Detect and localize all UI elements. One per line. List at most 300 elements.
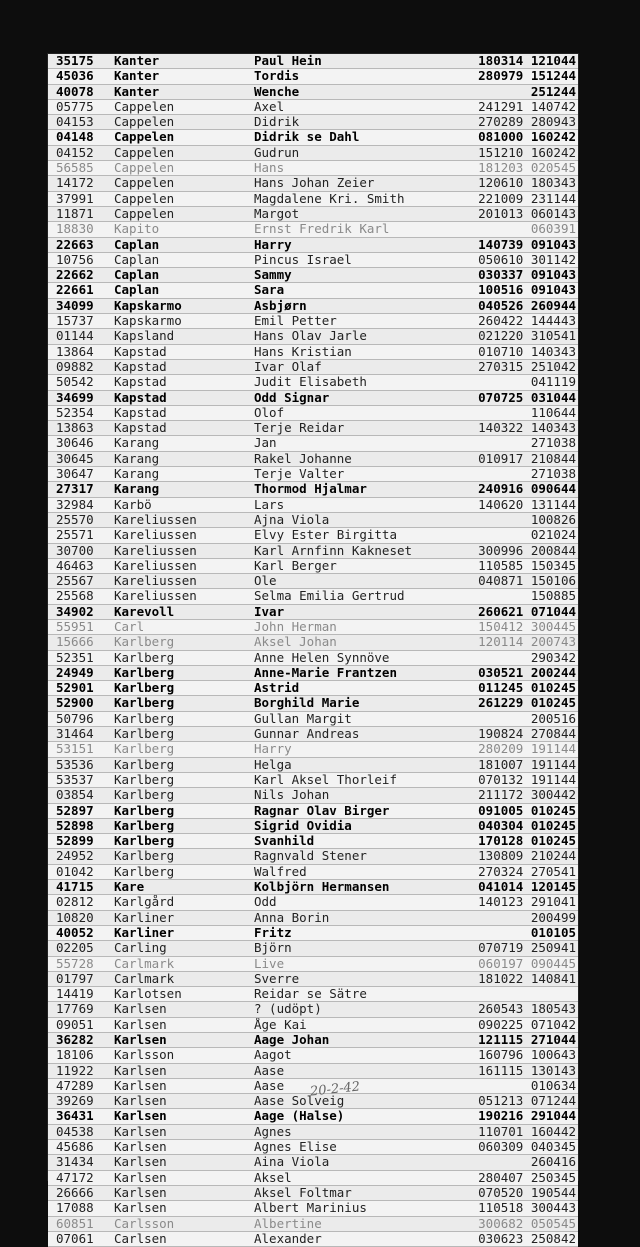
surname: Caplan (114, 252, 160, 267)
record-number: 24949 (56, 665, 94, 680)
surname: Karlberg (114, 757, 175, 772)
given-names: Fritz (254, 925, 292, 940)
dates: 300996 200844 (478, 543, 576, 558)
given-names: Rakel Johanne (254, 451, 352, 466)
register-row (48, 329, 578, 344)
given-names: Hans Olav Jarle (254, 329, 367, 344)
register-row (48, 957, 578, 972)
dates: 181203 020545 (478, 161, 576, 176)
dates: 160796 100643 (478, 1048, 576, 1063)
given-names: Terje Reidar (254, 421, 345, 436)
register-row (48, 253, 578, 268)
record-number: 26666 (56, 1185, 94, 1200)
dates: 060391 (530, 222, 576, 237)
dates: 240916 090644 (478, 482, 576, 497)
record-number: 14419 (56, 987, 94, 1002)
dates: 050610 301142 (478, 252, 576, 267)
record-number: 25570 (56, 512, 94, 527)
surname: Karlsen (114, 1124, 167, 1139)
dates: 120114 200743 (478, 635, 576, 650)
register-row (48, 1201, 578, 1216)
surname: Karlberg (114, 681, 175, 696)
given-names: Ajna Viola (254, 512, 330, 527)
register-row (48, 207, 578, 222)
register-row (48, 452, 578, 467)
record-number: 52351 (56, 650, 94, 665)
dates: 181007 191144 (478, 757, 576, 772)
register-row (48, 222, 578, 237)
given-names: Walfred (254, 864, 307, 879)
dates: 070132 191144 (478, 772, 576, 787)
given-names: Magdalene Kri. Smith (254, 191, 405, 206)
given-names: Sara (254, 283, 285, 298)
dates: 150412 300445 (478, 619, 576, 634)
record-number: 55951 (56, 619, 94, 634)
given-names: John Herman (254, 619, 337, 634)
surname: Kareliussen (114, 574, 197, 589)
register-row (48, 268, 578, 283)
dates: 030521 200244 (478, 665, 576, 680)
given-names: Aage Johan (254, 1033, 330, 1047)
register-row (48, 130, 578, 145)
record-number: 52899 (56, 834, 94, 849)
given-names: Ragnar Olav Birger (254, 803, 390, 818)
dates: 130809 210244 (478, 849, 576, 864)
surname: Kapstad (114, 359, 167, 374)
dates: 270324 270541 (478, 864, 576, 879)
surname: Kanter (114, 54, 160, 68)
surname: Karlsen (114, 1109, 167, 1124)
record-number: 22661 (56, 283, 94, 298)
dates: 221009 231144 (478, 191, 576, 206)
record-number: 40078 (56, 84, 94, 99)
dates: 271038 (530, 467, 576, 482)
surname: Kanter (114, 84, 160, 99)
register-row (48, 1140, 578, 1155)
record-number: 50542 (56, 375, 94, 390)
register-row (48, 666, 578, 681)
dates: 010917 210844 (478, 451, 576, 466)
surname: Karliner (114, 910, 175, 925)
dates: 030337 091043 (478, 268, 576, 283)
register-row (48, 238, 578, 253)
dates: 110518 300443 (478, 1201, 576, 1216)
record-number: 50796 (56, 711, 94, 726)
surname: Karlsen (114, 1140, 167, 1155)
record-number: 52900 (56, 696, 94, 711)
record-number: 13864 (56, 344, 94, 359)
surname: Karlsen (114, 1185, 167, 1200)
dates: 140620 131144 (478, 497, 576, 512)
record-number: 34699 (56, 390, 94, 405)
dates: 051213 071244 (478, 1094, 576, 1109)
surname: Kapstad (114, 421, 167, 436)
given-names: Pincus Israel (254, 252, 352, 267)
record-number: 31434 (56, 1155, 94, 1170)
register-row (48, 941, 578, 956)
record-number: 36431 (56, 1109, 94, 1124)
record-number: 18106 (56, 1048, 94, 1063)
given-names: Hans Johan Zeier (254, 176, 375, 191)
given-names: Elvy Ester Birgitta (254, 528, 397, 543)
dates: 100516 091043 (478, 283, 576, 298)
given-names: Sverre (254, 971, 300, 986)
surname: Cappelen (114, 99, 175, 114)
dates: 271038 (530, 436, 576, 451)
given-names: Harry (254, 237, 292, 252)
dates: 070725 031044 (478, 390, 576, 405)
surname: Karlberg (114, 727, 175, 742)
register-row (48, 176, 578, 191)
dates: 200499 (530, 910, 576, 925)
given-names: Aksel Johan (254, 635, 337, 650)
given-names: Live (254, 956, 285, 971)
dates: 110644 (530, 405, 576, 420)
register-row (48, 727, 578, 742)
register-row (48, 100, 578, 115)
given-names: Aksel Foltmar (254, 1185, 352, 1200)
record-number: 04152 (56, 145, 94, 160)
surname: Karlberg (114, 711, 175, 726)
dates: 140123 291041 (478, 895, 576, 910)
surname: Karlsen (114, 1033, 167, 1047)
surname: Kare (114, 880, 145, 895)
surname: Karang (114, 482, 160, 497)
record-number: 35175 (56, 54, 94, 68)
record-number: 52354 (56, 405, 94, 420)
given-names: Albert Marinius (254, 1201, 367, 1216)
given-names: Anne Helen Synnöve (254, 650, 390, 665)
record-number: 01144 (56, 329, 94, 344)
record-number: 36282 (56, 1033, 94, 1047)
given-names: Björn (254, 941, 292, 956)
record-number: 55728 (56, 956, 94, 971)
dates: 110701 160442 (478, 1124, 576, 1139)
surname: Kareliussen (114, 558, 197, 573)
surname: Kapskarmo (114, 298, 182, 313)
register-row (48, 681, 578, 696)
record-number: 27317 (56, 482, 94, 497)
register-row (48, 391, 578, 406)
register-row (48, 436, 578, 451)
surname: Caplan (114, 283, 160, 298)
surname: Caplan (114, 268, 160, 283)
given-names: Kolbjörn Hermansen (254, 880, 390, 895)
surname: Kareliussen (114, 528, 197, 543)
given-names: Thormod Hjalmar (254, 482, 367, 497)
dates: 260621 071044 (478, 604, 576, 619)
register-row (48, 1064, 578, 1079)
surname: Karlberg (114, 742, 175, 757)
register-row (48, 1048, 578, 1063)
record-number: 17769 (56, 1002, 94, 1017)
given-names: Paul Hein (254, 54, 322, 68)
register-row (48, 1232, 578, 1247)
record-number: 07061 (56, 1231, 94, 1246)
dates: 151210 160242 (478, 145, 576, 160)
given-names: Margot (254, 206, 300, 221)
register-row (48, 651, 578, 666)
register-row (48, 788, 578, 803)
surname: Karlgård (114, 895, 175, 910)
record-number: 18830 (56, 222, 94, 237)
dates: 260416 (530, 1155, 576, 1170)
surname: Kapito (114, 222, 160, 237)
record-number: 13863 (56, 421, 94, 436)
register-row (48, 1217, 578, 1232)
given-names: Karl Berger (254, 558, 337, 573)
record-number: 15666 (56, 635, 94, 650)
dates: 150885 (530, 589, 576, 604)
record-number: 11922 (56, 1063, 94, 1078)
register-row (48, 314, 578, 329)
register-row (48, 513, 578, 528)
dates: 021220 310541 (478, 329, 576, 344)
given-names: Wenche (254, 84, 300, 99)
given-names: Aase (254, 1078, 285, 1093)
surname: Cappelen (114, 161, 175, 176)
given-names: Aase Solveig (254, 1094, 345, 1109)
dates: 120610 180343 (478, 176, 576, 191)
surname: Cappelen (114, 115, 175, 130)
dates: 010634 (530, 1078, 576, 1093)
register-row (48, 283, 578, 298)
surname: Karlsen (114, 1063, 167, 1078)
record-number: 22662 (56, 268, 94, 283)
given-names: Terje Valter (254, 467, 345, 482)
register-row (48, 972, 578, 987)
index-card-sheet (48, 54, 578, 1246)
register-row (48, 742, 578, 757)
given-names: Ivar Olaf (254, 359, 322, 374)
register-row (48, 528, 578, 543)
surname: Kareliussen (114, 589, 197, 604)
register-row (48, 69, 578, 84)
record-number: 53537 (56, 772, 94, 787)
dates: 280209 191144 (478, 742, 576, 757)
surname: Karlberg (114, 834, 175, 849)
register-row (48, 987, 578, 1002)
dates: 161115 130143 (478, 1063, 576, 1078)
given-names: Gudrun (254, 145, 300, 160)
record-number: 25567 (56, 574, 94, 589)
register-row (48, 421, 578, 436)
record-number: 01797 (56, 971, 94, 986)
given-names: Agnes Elise (254, 1140, 337, 1155)
register-row (48, 192, 578, 207)
dates: 270289 280943 (478, 115, 576, 130)
dates: 040304 010245 (478, 818, 576, 833)
record-number: 24952 (56, 849, 94, 864)
record-number: 56585 (56, 161, 94, 176)
surname: Kareliussen (114, 543, 197, 558)
dates: 070520 190544 (478, 1185, 576, 1200)
given-names: Sigrid Ovidia (254, 818, 352, 833)
dates: 040871 150106 (478, 574, 576, 589)
given-names: Helga (254, 757, 292, 772)
given-names: Lars (254, 497, 285, 512)
record-number: 17088 (56, 1201, 94, 1216)
surname: Caplan (114, 237, 160, 252)
record-number: 04153 (56, 115, 94, 130)
register-row (48, 926, 578, 941)
register-row (48, 834, 578, 849)
surname: Kapstad (114, 390, 167, 405)
record-number: 10820 (56, 910, 94, 925)
record-number: 03854 (56, 788, 94, 803)
given-names: ? (udöpt) (254, 1002, 322, 1017)
record-number: 60851 (56, 1216, 94, 1231)
record-number: 09051 (56, 1017, 94, 1032)
record-number: 30647 (56, 467, 94, 482)
register-row (48, 605, 578, 620)
surname: Karlsen (114, 1155, 167, 1170)
register-row (48, 1186, 578, 1201)
surname: Karlberg (114, 665, 175, 680)
record-number: 25571 (56, 528, 94, 543)
surname: Karlberg (114, 650, 175, 665)
given-names: Karl Arnfinn Kakneset (254, 543, 413, 558)
dates: 110585 150345 (478, 558, 576, 573)
surname: Cappelen (114, 191, 175, 206)
surname: Karlsen (114, 1094, 167, 1109)
dates: 181022 140841 (478, 971, 576, 986)
dates: 261229 010245 (478, 696, 576, 711)
surname: Karlberg (114, 849, 175, 864)
given-names: Ernst Fredrik Karl (254, 222, 390, 237)
surname: Karlberg (114, 788, 175, 803)
register-row (48, 620, 578, 635)
dates: 081000 160242 (478, 130, 576, 145)
surname: Karliner (114, 925, 175, 940)
given-names: Gunnar Andreas (254, 727, 360, 742)
dates: 190824 270844 (478, 727, 576, 742)
dates: 280407 250345 (478, 1170, 576, 1185)
given-names: Ole (254, 574, 277, 589)
record-number: 53151 (56, 742, 94, 757)
given-names: Albertine (254, 1216, 322, 1231)
surname: Karlsen (114, 1002, 167, 1017)
register-row (48, 1155, 578, 1170)
register-row (48, 482, 578, 497)
dates: 280979 151244 (478, 69, 576, 84)
record-number: 22663 (56, 237, 94, 252)
dates: 121115 271044 (478, 1033, 576, 1047)
given-names: Aksel (254, 1170, 292, 1185)
surname: Karlberg (114, 864, 175, 879)
dates: 140322 140343 (478, 421, 576, 436)
register-row (48, 406, 578, 421)
given-names: Åge Kai (254, 1017, 307, 1032)
register-row (48, 880, 578, 895)
surname: Karlsen (114, 1201, 167, 1216)
dates: 011245 010245 (478, 681, 576, 696)
surname: Karlberg (114, 635, 175, 650)
given-names: Harry (254, 742, 292, 757)
register-row (48, 1125, 578, 1140)
record-number: 34902 (56, 604, 94, 619)
dates: 211172 300442 (478, 788, 576, 803)
dates: 091005 010245 (478, 803, 576, 818)
dates: 140739 091043 (478, 237, 576, 252)
surname: Carlmark (114, 956, 175, 971)
given-names: Asbjørn (254, 298, 307, 313)
given-names: Olof (254, 405, 285, 420)
record-number: 15737 (56, 314, 94, 329)
given-names: Karl Aksel Thorleif (254, 772, 397, 787)
register-row (48, 360, 578, 375)
dates: 030623 250842 (478, 1231, 576, 1246)
register-row (48, 819, 578, 834)
surname: Karlberg (114, 696, 175, 711)
surname: Karlsen (114, 1170, 167, 1185)
dates: 251244 (530, 84, 576, 99)
given-names: Emil Petter (254, 314, 337, 329)
given-names: Alexander (254, 1231, 322, 1246)
dates: 070719 250941 (478, 941, 576, 956)
record-number: 37991 (56, 191, 94, 206)
dates: 010105 (530, 925, 576, 940)
register-row (48, 773, 578, 788)
register-row (48, 804, 578, 819)
given-names: Didrik se Dahl (254, 130, 360, 145)
record-number: 04538 (56, 1124, 94, 1139)
surname: Karlsson (114, 1048, 175, 1063)
given-names: Ragnvald Stener (254, 849, 367, 864)
surname: Karlberg (114, 818, 175, 833)
record-number: 30646 (56, 436, 94, 451)
register-row (48, 574, 578, 589)
record-number: 05775 (56, 99, 94, 114)
register-row (48, 865, 578, 880)
surname: Carlmark (114, 971, 175, 986)
dates: 200516 (530, 711, 576, 726)
surname: Karlsen (114, 1017, 167, 1032)
given-names: Axel (254, 99, 285, 114)
given-names: Selma Emilia Gertrud (254, 589, 405, 604)
record-number: 45036 (56, 69, 94, 84)
dates: 040526 260944 (478, 298, 576, 313)
register-row (48, 849, 578, 864)
dates: 260543 180543 (478, 1002, 576, 1017)
given-names: Odd (254, 895, 277, 910)
given-names: Anna Borin (254, 910, 330, 925)
surname: Karang (114, 467, 160, 482)
surname: Karang (114, 436, 160, 451)
record-number: 45686 (56, 1140, 94, 1155)
register-row (48, 758, 578, 773)
dates: 260422 144443 (478, 314, 576, 329)
register-row (48, 911, 578, 926)
register-row (48, 375, 578, 390)
register-row (48, 1171, 578, 1186)
record-number: 14172 (56, 176, 94, 191)
given-names: Aagot (254, 1048, 292, 1063)
register-row (48, 299, 578, 314)
dates: 041119 (530, 375, 576, 390)
surname: Karbö (114, 497, 152, 512)
register-row (48, 161, 578, 176)
surname: Carl (114, 619, 145, 634)
register-row (48, 115, 578, 130)
given-names: Sammy (254, 268, 292, 283)
register-row (48, 635, 578, 650)
surname: Kapskarmo (114, 314, 182, 329)
surname: Carling (114, 941, 167, 956)
surname: Cappelen (114, 176, 175, 191)
surname: Carlsen (114, 1231, 167, 1246)
given-names: Aage (Halse) (254, 1109, 345, 1124)
